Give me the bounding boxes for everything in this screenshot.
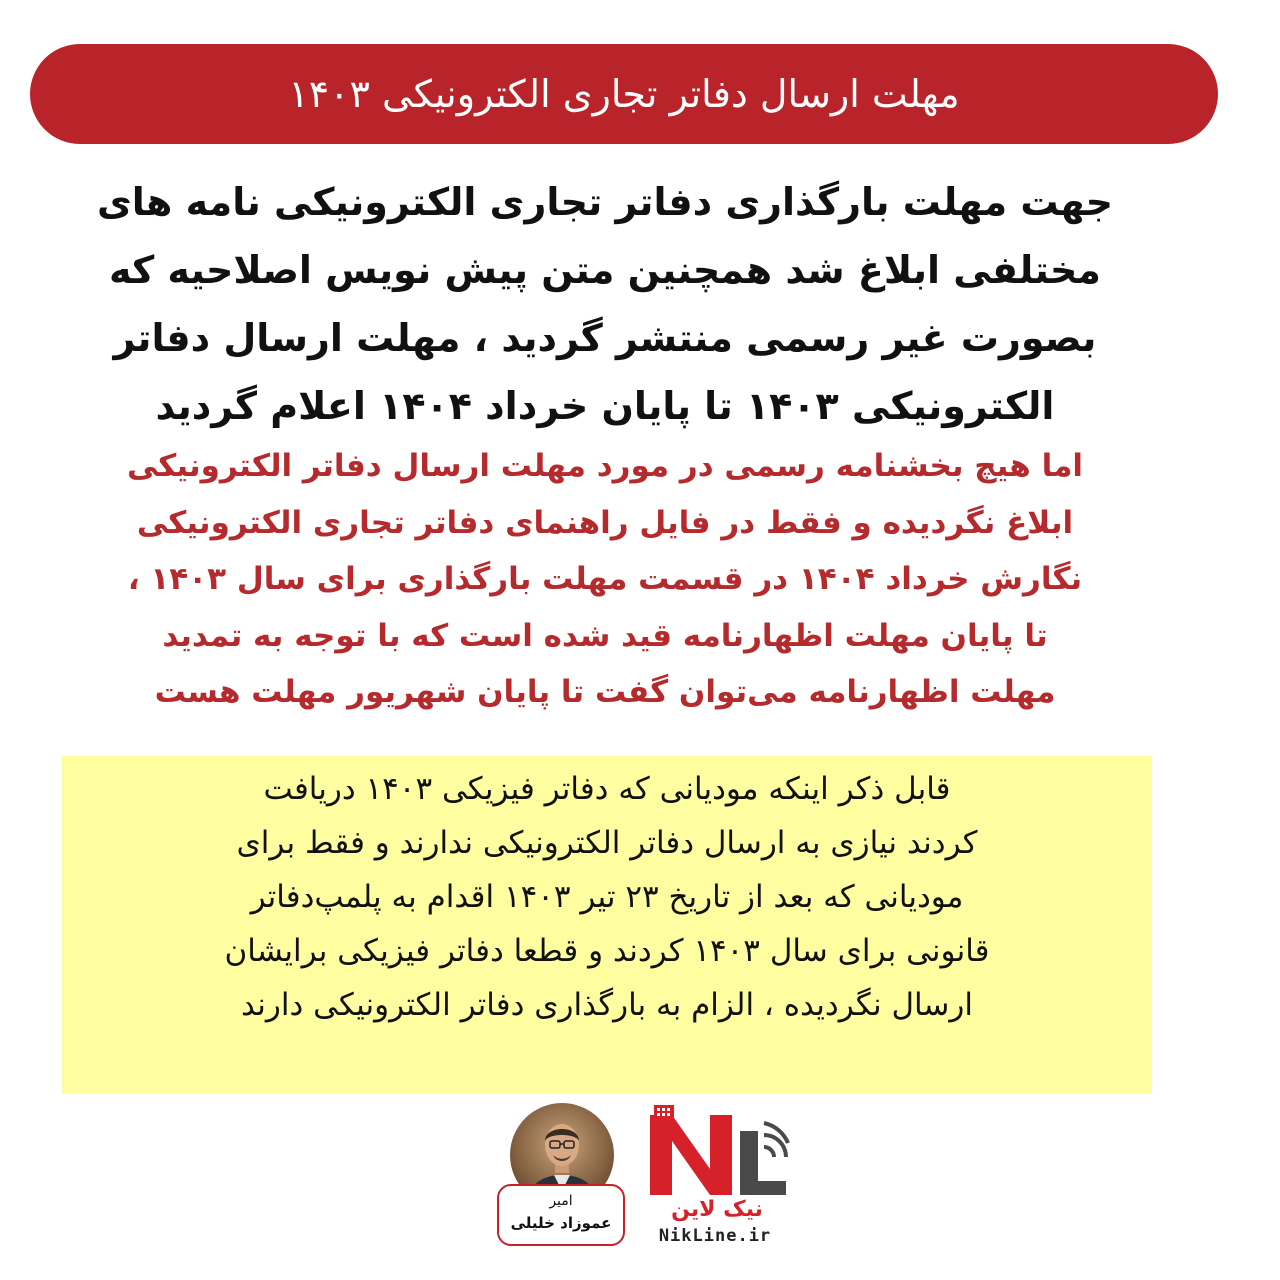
notice-line: نگارش خرداد ۱۴۰۴ در قسمت مهلت بارگذاری برای سال ۱۴۰۳ ، bbox=[127, 561, 1083, 597]
title-banner bbox=[30, 44, 1218, 144]
note-line: مودیانی که بعد از تاریخ ۲۳ تیر ۱۴۰۳ اقدام به پلمپ‌دفاتر bbox=[250, 879, 964, 915]
notice-line: مهلت اظهارنامه می‌توان گفت تا پایان شهریور مهلت هست bbox=[154, 674, 1056, 710]
note-paragraph bbox=[62, 762, 1152, 1032]
page-title: مهلت ارسال دفاتر تجاری الکترونیکی ۱۴۰۳ bbox=[288, 72, 960, 116]
notice-line: تا پایان مهلت اظهارنامه قید شده است که با توجه به تمدید bbox=[162, 617, 1048, 654]
note-line: قابل ذکر اینکه مودیانی که دفاتر فیزیکی ۱۴۰۳ دریافت bbox=[263, 771, 951, 807]
brand-logo bbox=[640, 1103, 790, 1203]
notice-paragraph bbox=[40, 438, 1170, 721]
nikline-logo-icon bbox=[640, 1103, 790, 1203]
author-last-name: عموزاد خلیلی bbox=[510, 1214, 612, 1232]
note-box bbox=[62, 756, 1152, 1094]
note-line: قانونی برای سال ۱۴۰۳ کردند و قطعا دفاتر فیزیکی برایشان bbox=[224, 933, 990, 969]
note-line: ارسال نگردیده ، الزام به بارگذاری دفاتر الکترونیکی دارند bbox=[241, 987, 973, 1023]
author-first-name: امیر bbox=[549, 1193, 573, 1209]
intro-line: مختلفی ابلاغ شد همچنین متن پیش نویس اصلاحیه که bbox=[109, 248, 1101, 292]
brand-name: نیک لاین bbox=[671, 1197, 763, 1222]
author-name-card bbox=[497, 1184, 625, 1246]
intro-paragraph bbox=[40, 168, 1170, 440]
notice-line: ابلاغ نگردیده و فقط در فایل راهنمای دفاتر تجاری الکترونیکی bbox=[136, 504, 1074, 541]
intro-line: الکترونیکی ۱۴۰۳ تا پایان خرداد ۱۴۰۴ اعلام گردید bbox=[155, 384, 1055, 428]
intro-line: جهت مهلت بارگذاری دفاتر تجاری الکترونیکی نامه های bbox=[96, 180, 1114, 224]
brand-url: NikLine.ir bbox=[658, 1226, 772, 1246]
notice-line: اما هیچ بخشنامه رسمی در مورد مهلت ارسال دفاتر الکترونیکی bbox=[126, 448, 1084, 484]
note-line: کردند نیازی به ارسال دفاتر الکترونیکی ندارند و فقط برای bbox=[236, 825, 978, 861]
intro-line: بصورت غیر رسمی منتشر گردید ، مهلت ارسال دفاتر bbox=[113, 316, 1097, 360]
